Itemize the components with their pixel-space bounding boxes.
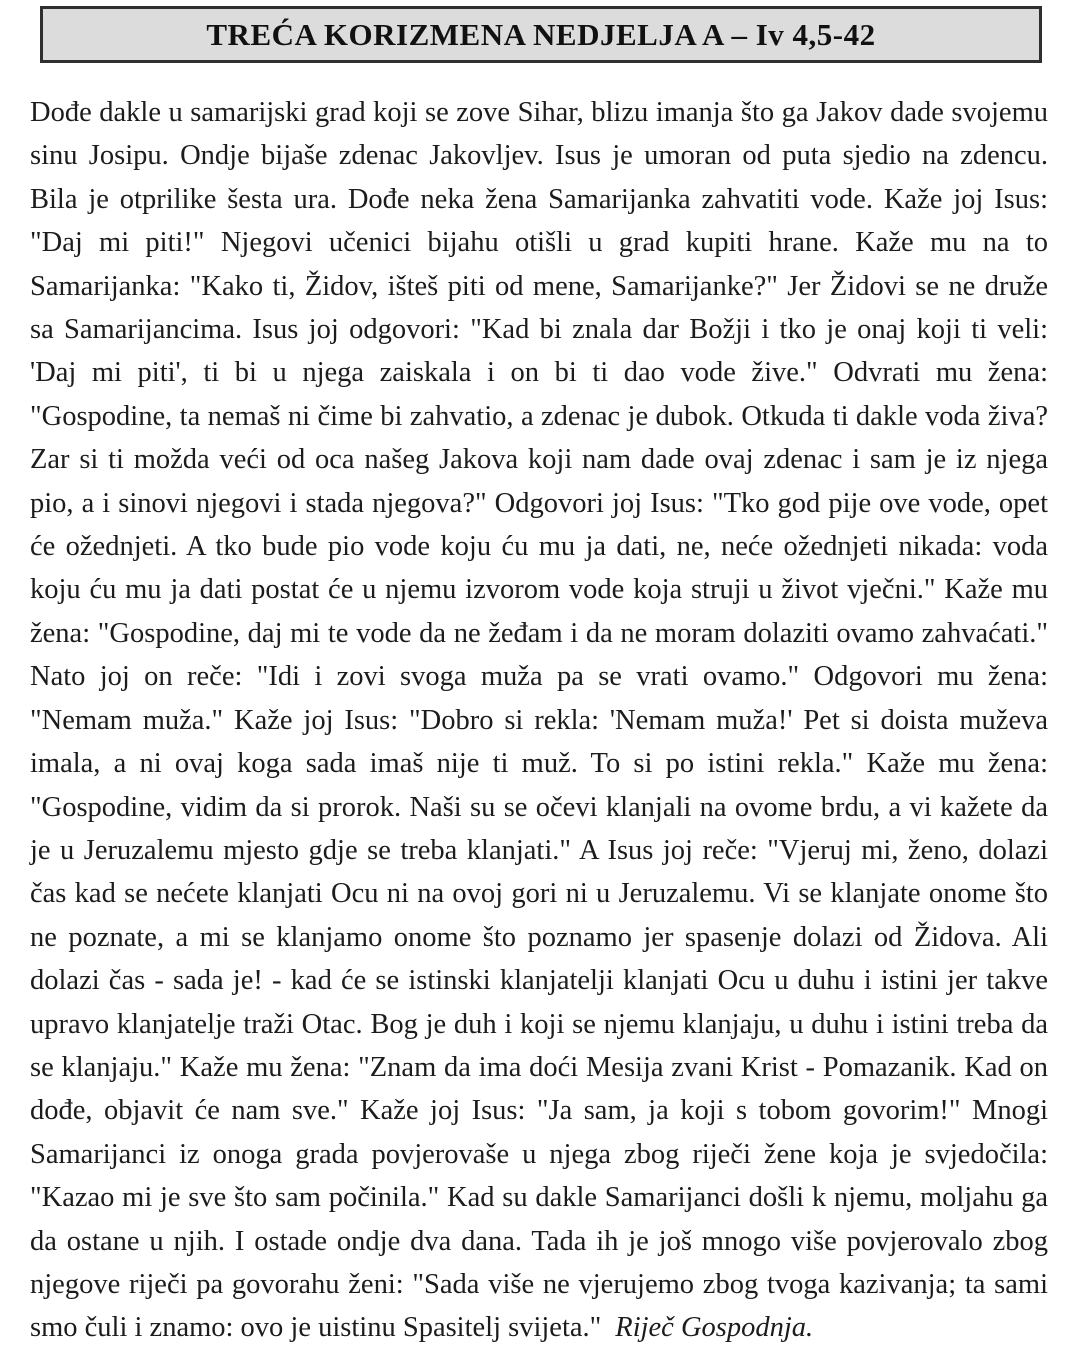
title-box	[40, 6, 1042, 63]
closing-phrase: Riječ Gospodnja.	[615, 1312, 814, 1344]
gospel-reading-text: Dođe dakle u samarijski grad koji se zove Sihar, blizu imanja što ga Jakov dade svojemu sinu Josipu. Ondje bijaše zdenac Jakovljev. Isus je umoran od puta sjedio na zdencu. Bila je otprilike šesta ura. Dođe neka žena Samarijanka zahvatiti vode. Kaže joj Isus: "Daj mi piti!" Njegovi učenici bijahu otišli u grad kupiti hrane. Kaže mu na to Samarijanka: "Kako ti, Židov, išteš piti od mene, Samarijanke?" Jer Židovi se ne druže sa Samarijancima. Isus joj odgovori: "Kad bi znala dar Božji i tko je onaj koji ti veli: 'Daj mi piti', ti bi u njega zaiskala i on bi ti dao vode žive." Odvrati mu žena: "Gospodine, ta nemaš ni čime bi zahvatio, a zdenac je dubok. Otkuda ti dakle voda živa? Zar si ti možda veći od oca našeg Jakova koji nam dade ovaj zdenac i sam je iz njega pio, a i sinovi njegovi i stada njegova?" Odgovori joj Isus: "Tko god pije ove vode, opet će ožednjeti. A tko bude pio vode koju ću mu ja dati, ne, neće ožednjeti nikada: voda koju ću mu ja dati postat će u njemu izvorom vode koja struji u život vječni." Kaže mu žena: "Gospodine, daj mi te vode da ne žeđam i da ne moram dolaziti ovamo zahvaćati." Nato joj on reče: "Idi i zovi svoga muža pa se vrati ovamo." Odgovori mu žena: "Nemam muža." Kaže joj Isus: "Dobro si rekla: 'Nemam muža!' Pet si doista muževa imala, a ni ovaj koga sada imaš nije ti muž. To si po istini rekla." Kaže mu žena: "Gospodine, vidim da si prorok. Naši su se očevi klanjali na ovome brdu, a vi kažete da je u Jeruzalemu mjesto gdje se treba klanjati." A Isus joj reče: "Vjeruj mi, ženo, dolazi čas kad se nećete klanjati Ocu ni na ovoj gori ni u Jeruzalemu. Vi se klanjate onome što ne poznate, a mi se klanjamo onome što poznamo jer spasenje dolazi od Židova. Ali dolazi čas - sada je! - kad će se istinski klanjatelji klanjati Ocu u duhu i istini jer takve upravo klanjatelje traži Otac. Bog je duh i koji se njemu klanjaju, u duhu i istini treba da se klanjaju." Kaže mu žena: "Znam da ima doći Mesija zvani Krist - Pomazanik. Kad on dođe, objavit će nam sve." Kaže joj Isus: "Ja sam, ja koji s tobom govorim!" Mnogi Samarijanci iz onoga grada povjerovaše u njega zbog riječi žene koja je svjedočila: "Kazao mi je sve što sam počinila." Kad su dakle Samarijanci došli k njemu, moljahu ga da ostane u njih. I ostade ondje dva dana. Tada ih je još mnogo više povjerovalo zbog njegove riječi pa govorahu ženi: "Sada više ne vjerujemo zbog tvoga kazivanja; ta sami smo čuli i znamo: ovo je uistinu Spasitelj svijeta."	[30, 97, 1048, 1344]
gospel-reading-paragraph	[0, 63, 1080, 1350]
page-title: TREĆA KORIZMENA NEDJELJA A – Iv 4,5-42	[206, 16, 876, 52]
